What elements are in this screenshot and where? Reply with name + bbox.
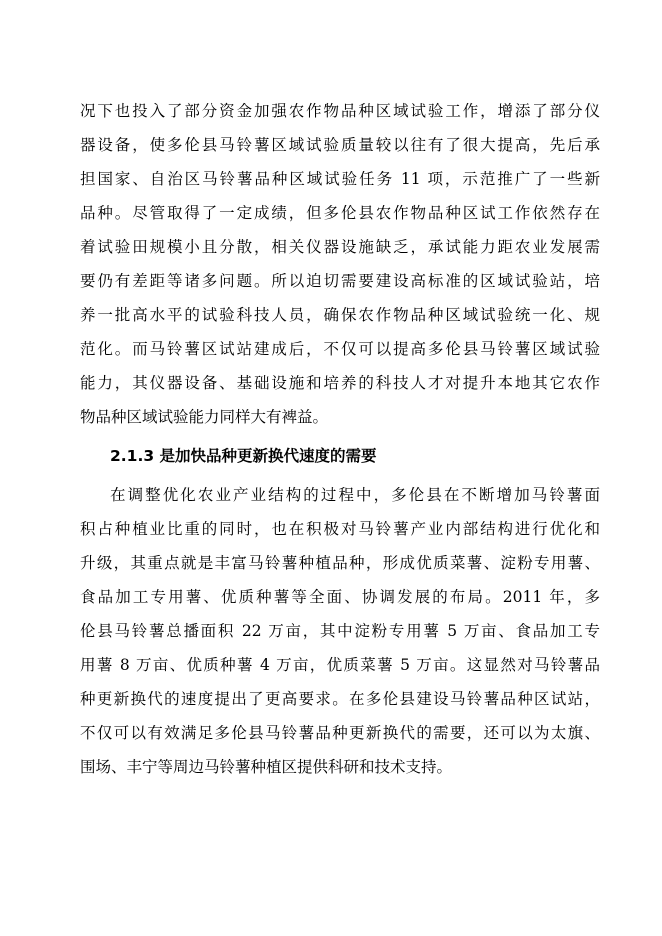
paragraph-2-line-4: 食品加工专用薯、优质种薯等全面、协调发展的布局。2011 年，多 (80, 588, 600, 606)
paragraph-2-line-9: 围场、丰宁等周边马铃薯种植区提供科研和技术支持。 (80, 758, 453, 776)
section-heading: 2.1.3 是加快品种更新换代速度的需要 (110, 447, 377, 465)
paragraph-2-line-8: 不仅可以有效满足多伦县马铃薯品种更新换代的需要，还可以为太旗、 (80, 724, 600, 742)
paragraph-1-line-7: 养一批高水平的试验科技人员，确保农作物品种区域试验统一化、规 (80, 306, 600, 324)
paragraph-2-line-5: 伦县马铃薯总播面积 22 万亩，其中淀粉专用薯 5 万亩、食品加工专 (80, 622, 600, 640)
paragraph-1-line-3: 担国家、自治区马铃薯品种区域试验任务 11 项，示范推广了一些新 (80, 170, 600, 188)
paragraph-2-line-3: 升级，其重点就是丰富马铃薯种植品种，形成优质菜薯、淀粉专用薯、 (80, 554, 600, 572)
paragraph-1-line-10: 物品种区域试验能力同样大有裨益。 (80, 408, 329, 426)
paragraph-1-line-8: 范化。而马铃薯区试站建成后，不仅可以提高多伦县马铃薯区域试验 (80, 340, 600, 358)
paragraph-2-line-6: 用薯 8 万亩、优质种薯 4 万亩，优质菜薯 5 万亩。这显然对马铃薯品 (80, 656, 600, 674)
paragraph-2-line-2: 积占种植业比重的同时，也在积极对马铃薯产业内部结构进行优化和 (80, 520, 600, 538)
paragraph-1-line-9: 能力，其仪器设备、基础设施和培养的科技人才对提升本地其它农作 (80, 374, 600, 392)
paragraph-1-line-1: 况下也投入了部分资金加强农作物品种区域试验工作，增添了部分仪 (80, 102, 600, 120)
paragraph-1-line-5: 着试验田规模小且分散，相关仪器设施缺乏，承试能力距农业发展需 (80, 238, 600, 256)
paragraph-2-line-1: 在调整优化农业产业结构的过程中，多伦县在不断增加马铃薯面 (110, 486, 600, 504)
paragraph-1-line-6: 要仍有差距等诸多问题。所以迫切需要建设高标准的区域试验站，培 (80, 272, 600, 290)
paragraph-1-line-4: 品种。尽管取得了一定成绩，但多伦县农作物品种区试工作依然存在 (80, 204, 600, 222)
paragraph-1-line-2: 器设备，使多伦县马铃薯区域试验质量较以往有了很大提高，先后承 (80, 136, 600, 154)
paragraph-2-line-7: 种更新换代的速度提出了更高要求。在多伦县建设马铃薯品种区试站， (80, 690, 600, 708)
